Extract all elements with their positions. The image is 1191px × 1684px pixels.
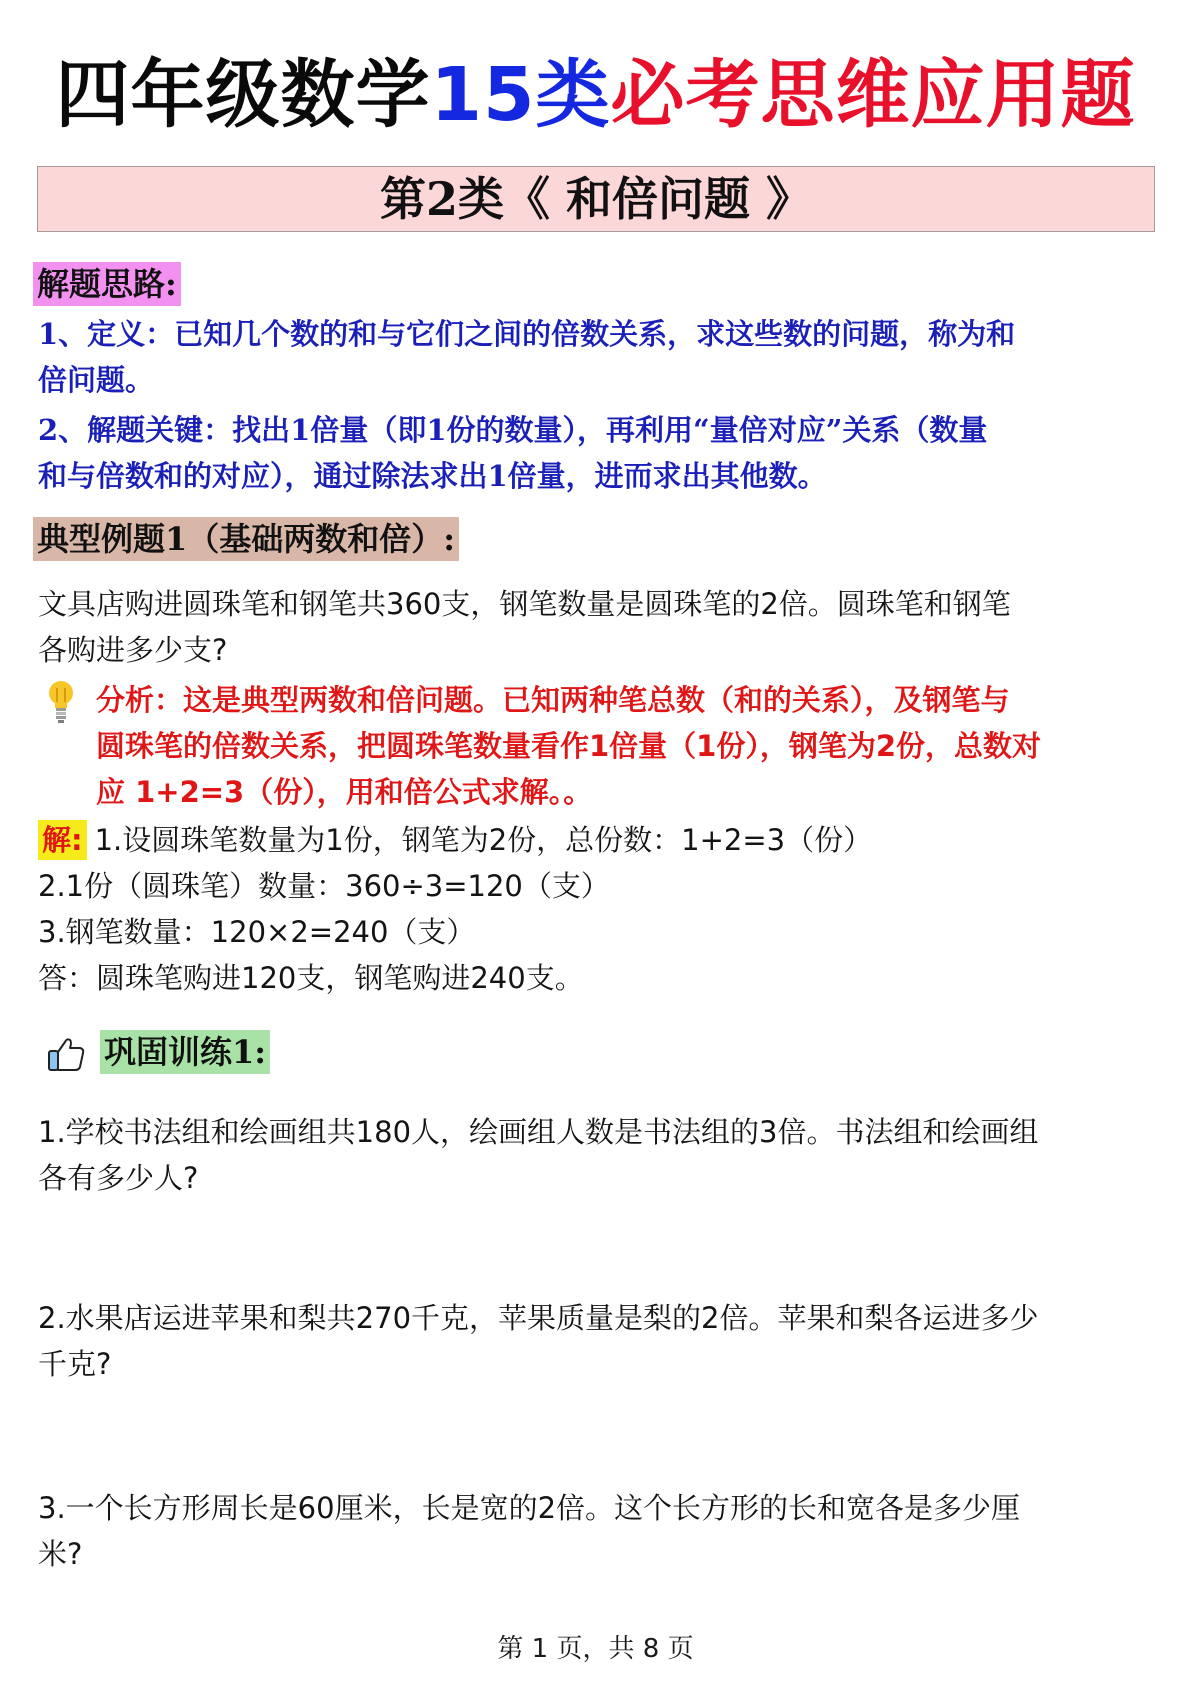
page-number: 第 1 页，共 8 页	[497, 1634, 694, 1664]
example-tag: 典型例题1（基础两数和倍）:	[33, 517, 459, 561]
section-banner: 第2类《 和倍问题 》	[37, 166, 1155, 232]
analysis-line: 分析：这是典型两数和倍问题。已知两种笔总数（和的关系），及钢笔与	[96, 683, 1010, 717]
analysis-line: 应 1+2=3（份），用和倍公式求解。。	[96, 775, 593, 809]
approach-line: 2、解题关键：找出1倍量（即1份的数量），再利用“量倍对应”关系（数量	[38, 413, 988, 447]
solution-label: 解:	[38, 820, 87, 860]
title-part-count: 15类	[430, 52, 611, 138]
example-question-line: 文具店购进圆珠笔和钢笔共360支，钢笔数量是圆珠笔的2倍。圆珠笔和钢笔	[38, 587, 1011, 621]
practice-problem-2: 2.水果店运进苹果和梨共270千克，苹果质量是梨的2倍。苹果和梨各运进多少	[38, 1301, 1039, 1335]
practice-problem-1-cont: 各有多少人?	[38, 1161, 199, 1195]
practice-problem-3-cont: 米?	[38, 1537, 83, 1571]
approach-line: 和与倍数和的对应），通过除法求出1倍量，进而求出其他数。	[38, 459, 827, 493]
title-part-topic: 必考思维应用题	[610, 52, 1136, 138]
practice-problem-1: 1.学校书法组和绘画组共180人，绘画组人数是书法组的3倍。书法组和绘画组	[38, 1115, 1039, 1149]
solution-answer: 答：圆珠笔购进120支，钢笔购进240支。	[38, 961, 584, 995]
analysis-line: 圆珠笔的倍数关系，把圆珠笔数量看作1倍量（1份），钢笔为2份，总数对	[96, 729, 1042, 763]
approach-line: 倍问题。	[38, 363, 155, 397]
solution-step-2: 2.1份（圆珠笔）数量：360÷3=120（支）	[38, 869, 610, 903]
thumbs-up-icon	[46, 1034, 86, 1074]
approach-line: 1、定义：已知几个数的和与它们之间的倍数关系，求这些数的问题，称为和	[38, 317, 1016, 351]
solution-step-3: 3.钢笔数量：120×2=240（支）	[38, 915, 476, 949]
lightbulb-icon	[46, 680, 76, 724]
practice-problem-2-cont: 千克?	[38, 1347, 112, 1381]
page-title	[0, 50, 1191, 140]
title-part-grade: 四年级数学	[55, 52, 431, 138]
approach-tag: 解题思路:	[33, 262, 181, 306]
practice-problem-3: 3.一个长方形周长是60厘米，长是宽的2倍。这个长方形的长和宽各是多少厘	[38, 1491, 1021, 1525]
solution-line	[38, 820, 872, 860]
example-question-line: 各购进多少支?	[38, 633, 228, 667]
solution-step-1: 1.设圆珠笔数量为1份，钢笔为2份，总份数：1+2=3（份）	[94, 823, 873, 857]
practice-tag: 巩固训练1:	[100, 1030, 270, 1074]
